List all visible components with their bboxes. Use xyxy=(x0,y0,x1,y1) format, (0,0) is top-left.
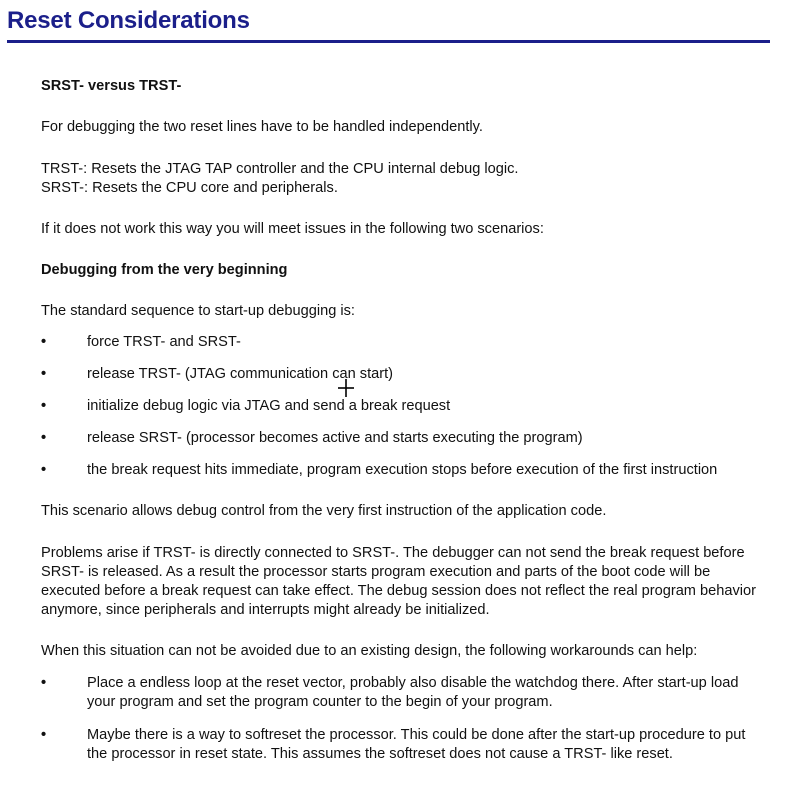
bullet-icon: • xyxy=(41,334,47,350)
paragraph-scenario-note: This scenario allows debug control from the very first instruction of the application code. xyxy=(41,503,607,519)
list-item-text: release SRST- (processor becomes active and starts executing the program) xyxy=(87,430,583,446)
list-item xyxy=(41,726,771,764)
bullet-icon: • xyxy=(41,430,47,446)
list-item-text: Place a endless loop at the reset vector, probably also disable the watchdog there. After start-up load your program and set the program counter to the begin of your program. xyxy=(87,675,739,710)
paragraph-intro: For debugging the two reset lines have to be handled independently. xyxy=(41,119,483,135)
list-item-text: force TRST- and SRST- xyxy=(87,334,241,350)
paragraph-scenarios: If it does not work this way you will meet issues in the following two scenarios: xyxy=(41,221,544,237)
paragraph-sequence-intro: The standard sequence to start-up debugging is: xyxy=(41,303,355,319)
workarounds-list xyxy=(41,674,771,764)
list-item-text: initialize debug logic via JTAG and send a break request xyxy=(87,398,451,414)
section-heading-debugging: Debugging from the very beginning xyxy=(41,262,288,278)
title-divider xyxy=(7,40,770,43)
paragraph-problem: Problems arise if TRST- is directly connected to SRST-. The debugger can not send the break request before SRST- is released. As a result the processor starts program execution and parts of the boot code will be executed before a break request can take effect. The debug session does not reflect the real program behavior anymore, since peripherals and interrupts might already be initialized. xyxy=(41,545,757,618)
paragraph-workaround-intro: When this situation can not be avoided due to an existing design, the following workarounds can help: xyxy=(41,643,698,659)
list-item xyxy=(41,429,771,448)
list-item xyxy=(41,674,771,712)
bullet-icon: • xyxy=(41,366,47,382)
list-item-text: the break request hits immediate, program execution stops before execution of the first instruction xyxy=(87,462,718,478)
list-item-text: release TRST- (JTAG communication can start) xyxy=(87,366,394,382)
list-item xyxy=(41,397,771,416)
list-item xyxy=(41,333,771,352)
bullet-icon: • xyxy=(41,462,47,478)
crosshair-cursor-icon xyxy=(337,378,355,398)
list-item xyxy=(41,461,771,480)
paragraph-srst: SRST-: Resets the CPU core and peripherals. xyxy=(41,180,338,196)
paragraph-trst: TRST-: Resets the JTAG TAP controller and the CPU internal debug logic. xyxy=(41,161,519,177)
bullet-icon: • xyxy=(41,727,47,743)
bullet-icon: • xyxy=(41,398,47,414)
list-item-text: Maybe there is a way to softreset the processor. This could be done after the start-up procedure to put the processor in reset state. This assumes the softreset does not cause a TRST- like reset. xyxy=(87,727,746,762)
page-title: Reset Considerations xyxy=(7,7,250,34)
startup-steps-list xyxy=(41,333,771,480)
list-item xyxy=(41,365,771,384)
bullet-icon: • xyxy=(41,675,47,691)
section-heading-srst-vs-trst: SRST- versus TRST- xyxy=(41,78,182,94)
document-body xyxy=(41,77,771,764)
